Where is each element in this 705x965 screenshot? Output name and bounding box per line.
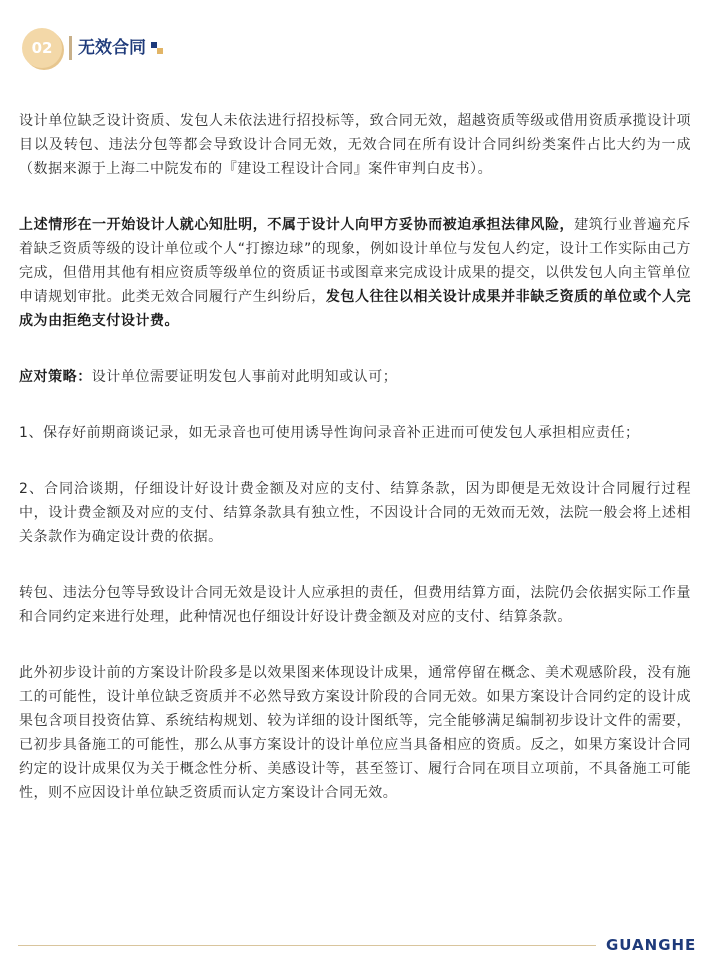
paragraph-text-bold: 发包人往往以相关设计成果并非缺乏资质的单位或个人完成为由拒绝支付设计费。 xyxy=(19,289,691,329)
section-number: 02 xyxy=(31,39,53,57)
decorative-square-gold xyxy=(157,48,163,54)
paragraph-text: 2、合同洽谈期，仔细设计好设计费金额及对应的支付、结算条款，因为即便是无效设计合同履行过程中，设计费金额及对应的支付、结算条款具有独立性，不因设计合同的无效而无效，法院一般会将上述相关条款作为确定设计费的依据。 xyxy=(19,481,691,545)
paragraph xyxy=(19,365,691,389)
paragraph xyxy=(19,581,691,629)
paragraph xyxy=(19,109,691,181)
paragraph-text: 设计单位缺乏设计资质、发包人未依法进行招投标等，致合同无效，超越资质等级或借用资质承揽设计项目以及转包、违法分包等都会导致设计合同无效，无效合同在所有设计合同纠纷类案件占比大约为一成（数据来源于上海二中院发布的『建设工程设计合同』案件审判白皮书）。 xyxy=(19,113,691,177)
footer-divider xyxy=(18,945,596,946)
paragraph-text: 设计单位需要证明发包人事前对此明知或认可； xyxy=(91,369,398,385)
paragraph-text: 建筑行业普遍充斥着缺乏资质等级的设计单位或个人“打擦边球”的现象，例如设计单位与发包人约定，设计工作实际由己方完成，但借用其他有相应资质等级单位的资质证书或图章来完成设计成果的提交，以供发包人向主管单位申请规划审批。此类无效合同履行产生纠纷后， xyxy=(19,217,691,305)
section-title: 无效合同 xyxy=(78,38,146,58)
paragraph xyxy=(19,661,691,805)
paragraph-text: 1、保存好前期商谈记录，如无录音也可使用诱导性询问录音补正进而可使发包人承担相应责任； xyxy=(19,425,640,441)
paragraph-text: 转包、违法分包等导致设计合同无效是设计人应承担的责任，但费用结算方面，法院仍会依据实际工作量和合同约定来进行处理，此种情况也仔细设计好设计费金额及对应的支付、结算条款。 xyxy=(19,585,691,625)
paragraph xyxy=(19,421,691,445)
paragraph-text-bold: 上述情形在一开始设计人就心知肚明，不属于设计人向甲方妥协而被迫承担法律风险， xyxy=(19,217,575,233)
footer-brand: GUANGHE xyxy=(606,936,697,954)
paragraph-text: 此外初步设计前的方案设计阶段多是以效果图来体现设计成果，通常停留在概念、美术观感阶段，没有施工的可能性，设计单位缺乏资质并不必然导致方案设计阶段的合同无效。如果方案设计合同约定的设计成果包含项目投资估算、系统结构规划、较为详细的设计图纸等，完全能够满足编制初步设计文件的需要，已初步具备施工的可能性，那么从事方案设计的设计单位应当具备相应的资质。反之，如果方案设计合同约定的设计成果仅为关于概念性分析、美感设计等，甚至签订、履行合同在项目立项前，不具备施工可能性，则不应因设计单位缺乏资质而认定方案设计合同无效。 xyxy=(19,665,691,801)
title-divider xyxy=(69,36,72,60)
paragraph xyxy=(19,477,691,549)
section-header xyxy=(22,28,322,68)
paragraph xyxy=(19,213,691,333)
strategy-label: 应对策略： xyxy=(19,369,92,385)
article-body xyxy=(19,109,691,837)
